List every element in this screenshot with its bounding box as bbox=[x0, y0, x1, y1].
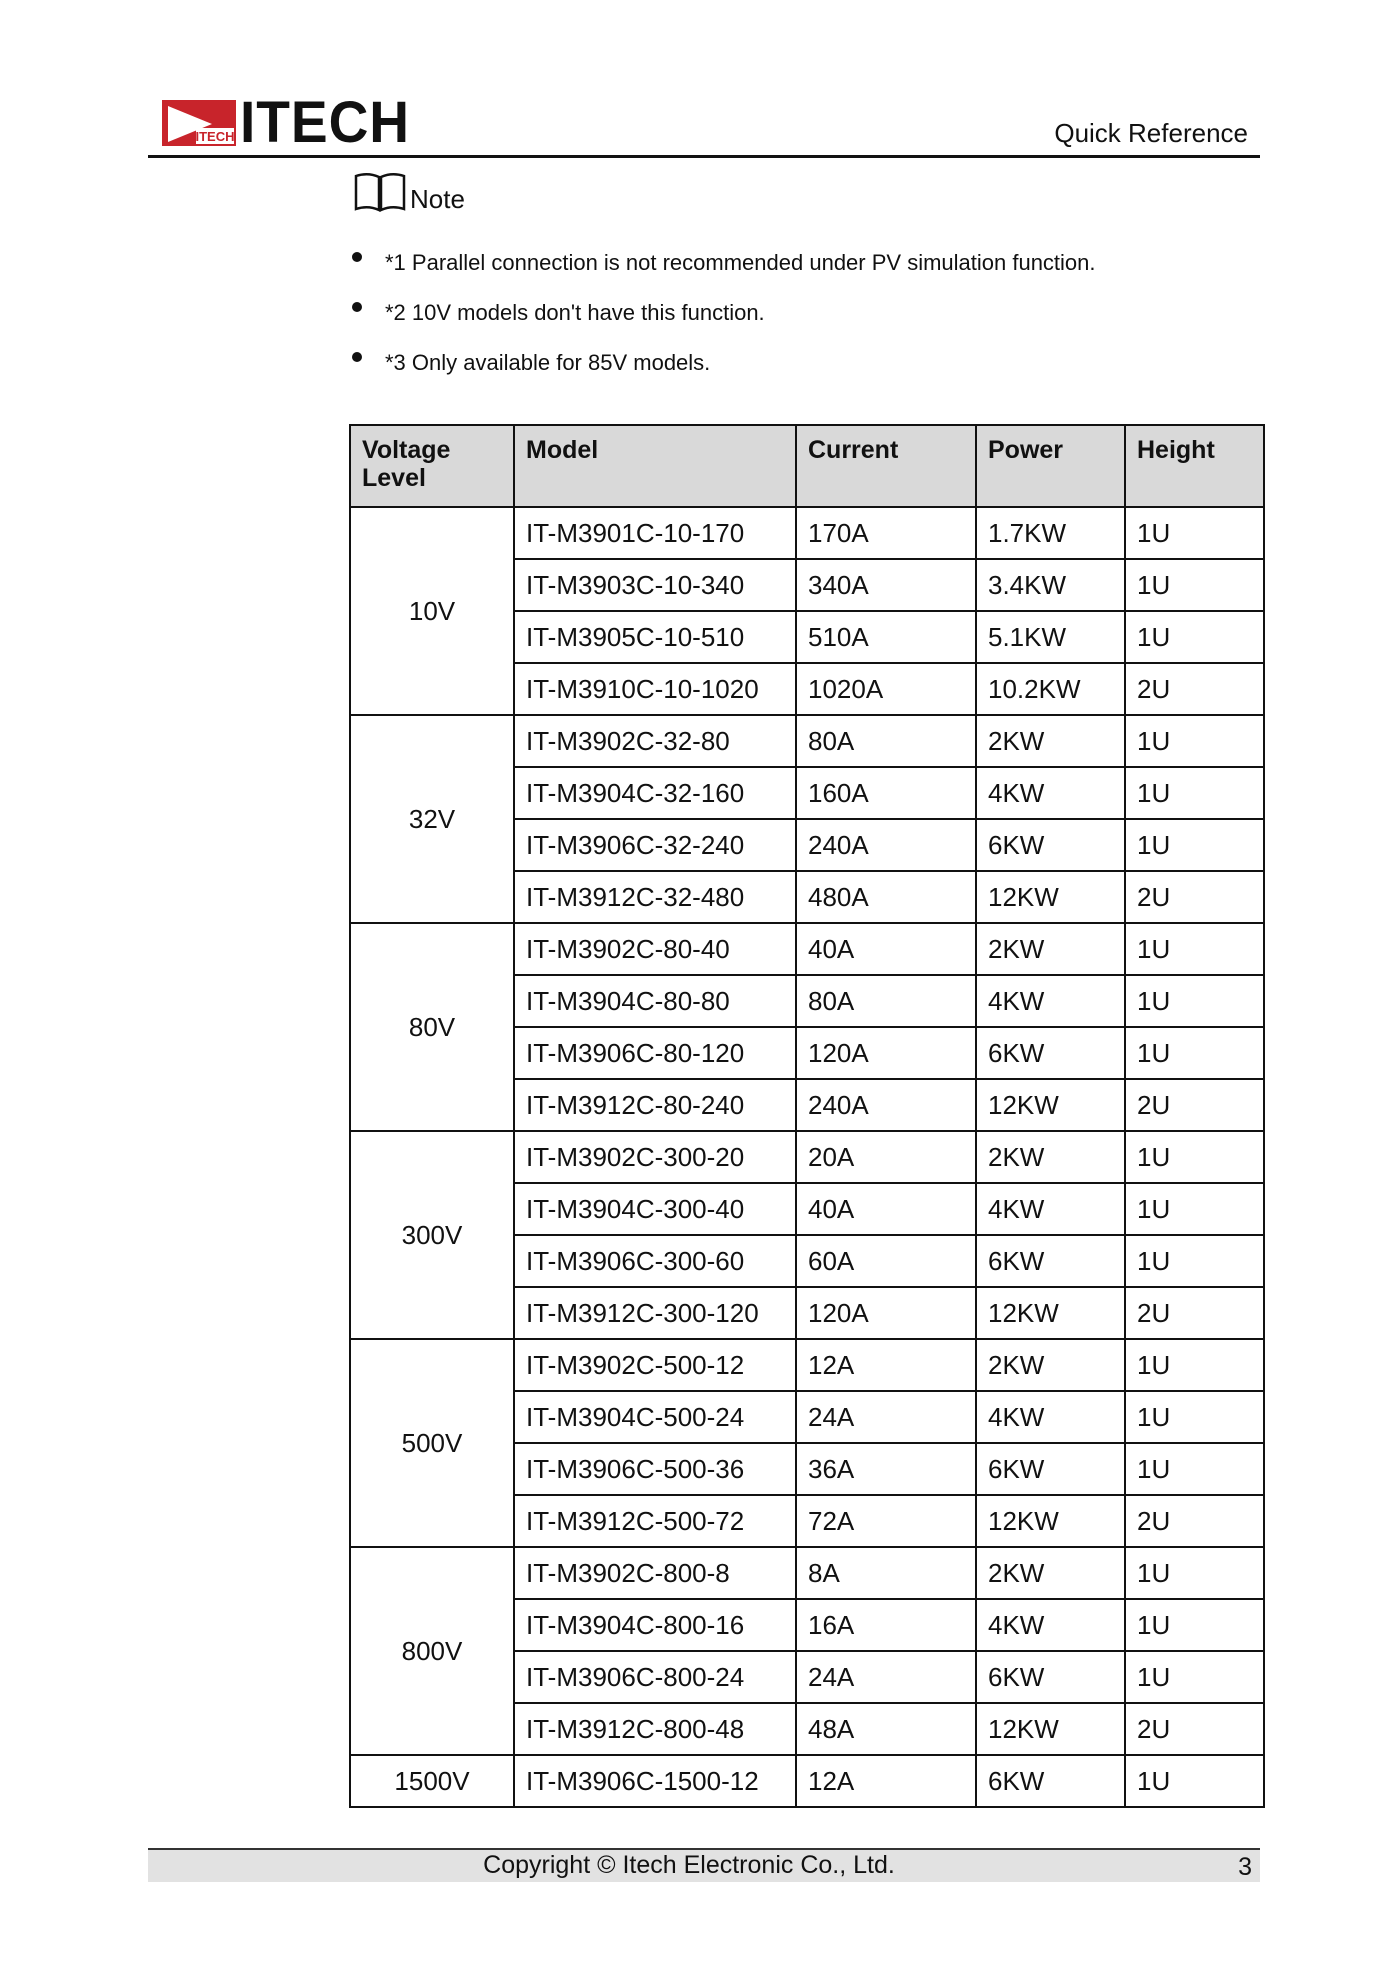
table-row bbox=[350, 1131, 1264, 1183]
header-voltage-level: Voltage Level bbox=[350, 425, 514, 507]
model-cell: IT-M3903C-10-340 bbox=[514, 559, 796, 611]
list-item: *2 10V models don't have this function. bbox=[352, 298, 1252, 348]
current-cell: 24A bbox=[796, 1391, 976, 1443]
book-note-icon bbox=[352, 170, 408, 214]
header-model: Model bbox=[514, 425, 796, 507]
power-cell: 6KW bbox=[976, 1235, 1125, 1287]
height-cell: 1U bbox=[1125, 1027, 1264, 1079]
current-cell: 510A bbox=[796, 611, 976, 663]
current-cell: 12A bbox=[796, 1755, 976, 1807]
power-cell: 12KW bbox=[976, 1495, 1125, 1547]
voltage-level-cell: 500V bbox=[350, 1339, 514, 1547]
current-cell: 120A bbox=[796, 1027, 976, 1079]
model-cell: IT-M3904C-300-40 bbox=[514, 1183, 796, 1235]
height-cell: 1U bbox=[1125, 1183, 1264, 1235]
height-cell: 1U bbox=[1125, 1391, 1264, 1443]
model-cell: IT-M3906C-32-240 bbox=[514, 819, 796, 871]
model-cell: IT-M3904C-32-160 bbox=[514, 767, 796, 819]
height-cell: 2U bbox=[1125, 1495, 1264, 1547]
bullet-icon bbox=[352, 252, 362, 262]
voltage-level-cell: 80V bbox=[350, 923, 514, 1131]
current-cell: 240A bbox=[796, 1079, 976, 1131]
current-cell: 80A bbox=[796, 715, 976, 767]
current-cell: 8A bbox=[796, 1547, 976, 1599]
note-heading bbox=[352, 170, 465, 214]
height-cell: 1U bbox=[1125, 767, 1264, 819]
model-cell: IT-M3905C-10-510 bbox=[514, 611, 796, 663]
table-row bbox=[350, 1755, 1264, 1807]
height-cell: 1U bbox=[1125, 559, 1264, 611]
current-cell: 40A bbox=[796, 1183, 976, 1235]
height-cell: 1U bbox=[1125, 819, 1264, 871]
model-cell: IT-M3912C-800-48 bbox=[514, 1703, 796, 1755]
model-cell: IT-M3904C-800-16 bbox=[514, 1599, 796, 1651]
power-cell: 4KW bbox=[976, 1183, 1125, 1235]
model-cell: IT-M3904C-500-24 bbox=[514, 1391, 796, 1443]
model-cell: IT-M3906C-1500-12 bbox=[514, 1755, 796, 1807]
voltage-level-cell: 800V bbox=[350, 1547, 514, 1755]
model-cell: IT-M3902C-300-20 bbox=[514, 1131, 796, 1183]
current-cell: 340A bbox=[796, 559, 976, 611]
current-cell: 60A bbox=[796, 1235, 976, 1287]
table-row bbox=[350, 715, 1264, 767]
current-cell: 12A bbox=[796, 1339, 976, 1391]
height-cell: 1U bbox=[1125, 715, 1264, 767]
power-cell: 12KW bbox=[976, 1287, 1125, 1339]
height-cell: 1U bbox=[1125, 1755, 1264, 1807]
model-cell: IT-M3906C-300-60 bbox=[514, 1235, 796, 1287]
power-cell: 2KW bbox=[976, 715, 1125, 767]
table-body bbox=[350, 507, 1264, 1807]
svg-text:ITECH: ITECH bbox=[195, 129, 235, 144]
current-cell: 24A bbox=[796, 1651, 976, 1703]
model-spec-table bbox=[349, 424, 1265, 1808]
power-cell: 4KW bbox=[976, 1599, 1125, 1651]
current-cell: 72A bbox=[796, 1495, 976, 1547]
power-cell: 12KW bbox=[976, 1703, 1125, 1755]
current-cell: 80A bbox=[796, 975, 976, 1027]
voltage-level-cell: 10V bbox=[350, 507, 514, 715]
current-cell: 240A bbox=[796, 819, 976, 871]
voltage-level-cell: 1500V bbox=[350, 1755, 514, 1807]
height-cell: 1U bbox=[1125, 1131, 1264, 1183]
power-cell: 6KW bbox=[976, 1027, 1125, 1079]
current-cell: 16A bbox=[796, 1599, 976, 1651]
power-cell: 1.7KW bbox=[976, 507, 1125, 559]
height-cell: 1U bbox=[1125, 1599, 1264, 1651]
model-cell: IT-M3912C-80-240 bbox=[514, 1079, 796, 1131]
power-cell: 6KW bbox=[976, 1651, 1125, 1703]
height-cell: 1U bbox=[1125, 507, 1264, 559]
model-cell: IT-M3912C-500-72 bbox=[514, 1495, 796, 1547]
model-cell: IT-M3906C-800-24 bbox=[514, 1651, 796, 1703]
model-cell: IT-M3902C-80-40 bbox=[514, 923, 796, 975]
itech-logo bbox=[160, 90, 419, 155]
model-cell: IT-M3904C-80-80 bbox=[514, 975, 796, 1027]
voltage-level-cell: 300V bbox=[350, 1131, 514, 1339]
model-cell: IT-M3901C-10-170 bbox=[514, 507, 796, 559]
header-height: Height bbox=[1125, 425, 1264, 507]
itech-logo-mark-icon bbox=[160, 98, 238, 148]
height-cell: 1U bbox=[1125, 611, 1264, 663]
bullet-icon bbox=[352, 352, 362, 362]
power-cell: 6KW bbox=[976, 819, 1125, 871]
height-cell: 2U bbox=[1125, 1287, 1264, 1339]
current-cell: 480A bbox=[796, 871, 976, 923]
current-cell: 120A bbox=[796, 1287, 976, 1339]
table-row bbox=[350, 1547, 1264, 1599]
model-cell: IT-M3912C-32-480 bbox=[514, 871, 796, 923]
current-cell: 20A bbox=[796, 1131, 976, 1183]
voltage-level-cell: 32V bbox=[350, 715, 514, 923]
bullet-icon bbox=[352, 302, 362, 312]
header-divider bbox=[148, 155, 1260, 158]
table-row bbox=[350, 923, 1264, 975]
current-cell: 170A bbox=[796, 507, 976, 559]
model-cell: IT-M3902C-800-8 bbox=[514, 1547, 796, 1599]
page-header bbox=[148, 92, 1260, 158]
header-current: Current bbox=[796, 425, 976, 507]
current-cell: 36A bbox=[796, 1443, 976, 1495]
height-cell: 1U bbox=[1125, 1651, 1264, 1703]
current-cell: 160A bbox=[796, 767, 976, 819]
model-cell: IT-M3906C-500-36 bbox=[514, 1443, 796, 1495]
table-header-row bbox=[350, 425, 1264, 507]
power-cell: 6KW bbox=[976, 1443, 1125, 1495]
height-cell: 2U bbox=[1125, 871, 1264, 923]
height-cell: 1U bbox=[1125, 1443, 1264, 1495]
power-cell: 3.4KW bbox=[976, 559, 1125, 611]
height-cell: 2U bbox=[1125, 1079, 1264, 1131]
height-cell: 1U bbox=[1125, 1547, 1264, 1599]
power-cell: 4KW bbox=[976, 1391, 1125, 1443]
power-cell: 4KW bbox=[976, 767, 1125, 819]
power-cell: 4KW bbox=[976, 975, 1125, 1027]
power-cell: 2KW bbox=[976, 1339, 1125, 1391]
height-cell: 1U bbox=[1125, 1235, 1264, 1287]
current-cell: 48A bbox=[796, 1703, 976, 1755]
power-cell: 2KW bbox=[976, 923, 1125, 975]
model-cell: IT-M3906C-80-120 bbox=[514, 1027, 796, 1079]
power-cell: 6KW bbox=[976, 1755, 1125, 1807]
power-cell: 5.1KW bbox=[976, 611, 1125, 663]
height-cell: 1U bbox=[1125, 1339, 1264, 1391]
note-label: Note bbox=[410, 184, 465, 214]
list-item: *3 Only available for 85V models. bbox=[352, 348, 1252, 398]
power-cell: 10.2KW bbox=[976, 663, 1125, 715]
footer-copyright: Copyright © Itech Electronic Co., Ltd. bbox=[483, 1851, 895, 1879]
model-cell: IT-M3910C-10-1020 bbox=[514, 663, 796, 715]
power-cell: 2KW bbox=[976, 1547, 1125, 1599]
power-cell: 12KW bbox=[976, 871, 1125, 923]
table-row bbox=[350, 507, 1264, 559]
page-number: 3 bbox=[1238, 1853, 1252, 1881]
header-power: Power bbox=[976, 425, 1125, 507]
height-cell: 1U bbox=[1125, 923, 1264, 975]
logo-wordmark: ITECH bbox=[240, 90, 411, 155]
height-cell: 1U bbox=[1125, 975, 1264, 1027]
current-cell: 40A bbox=[796, 923, 976, 975]
model-cell: IT-M3912C-300-120 bbox=[514, 1287, 796, 1339]
height-cell: 2U bbox=[1125, 663, 1264, 715]
power-cell: 2KW bbox=[976, 1131, 1125, 1183]
power-cell: 12KW bbox=[976, 1079, 1125, 1131]
note-list bbox=[352, 248, 1252, 398]
model-cell: IT-M3902C-500-12 bbox=[514, 1339, 796, 1391]
height-cell: 2U bbox=[1125, 1703, 1264, 1755]
current-cell: 1020A bbox=[796, 663, 976, 715]
model-cell: IT-M3902C-32-80 bbox=[514, 715, 796, 767]
table-row bbox=[350, 1339, 1264, 1391]
list-item: *1 Parallel connection is not recommended under PV simulation function. bbox=[352, 248, 1252, 298]
header-title: Quick Reference bbox=[1054, 118, 1248, 148]
